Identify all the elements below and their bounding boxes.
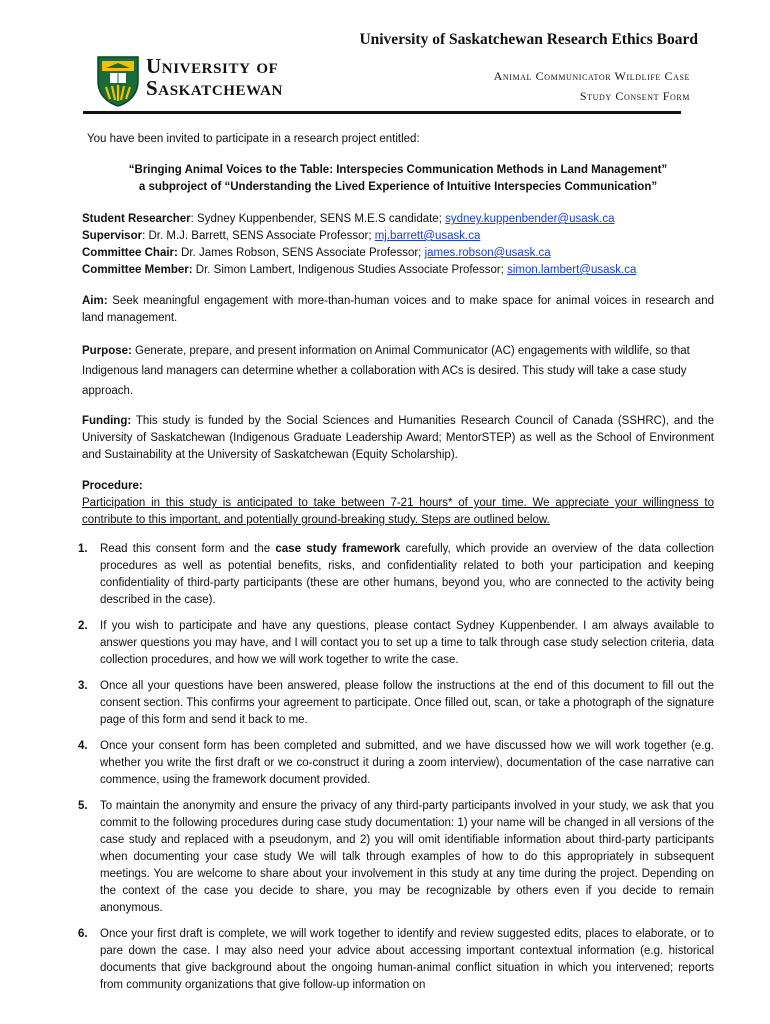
- procedure-step: [78, 678, 714, 729]
- procedure-step: [78, 541, 714, 609]
- email-link[interactable]: simon.lambert@usask.ca: [507, 264, 637, 276]
- procedure-steps: [78, 541, 714, 994]
- email-link[interactable]: james.robson@usask.ca: [424, 247, 551, 259]
- shield-icon: [96, 55, 140, 107]
- team-member-details: : Dr. M.J. Barrett, SENS Associate Professor;: [142, 230, 375, 242]
- step-text: If you wish to participate and have any questions, please contact Sydney Kuppenbender. I am always available to answer questions you may have, and I will contact you to set up a time to talk through case study selection criteria, data collection procedures, and how we will work together to write the case.: [100, 620, 714, 666]
- invitation-text: You have been invited to participate in a research project entitled:: [87, 133, 420, 145]
- team-member-row: [82, 211, 714, 228]
- university-logo-wordmark: [146, 55, 321, 99]
- purpose-section: [82, 341, 714, 401]
- purpose-text: Generate, prepare, and present information on Animal Communicator (AC) engagements with wildlife, so that Indigenous land managers can determine whether a collaboration with ACs is desired. This study will take a case study approach.: [82, 345, 690, 397]
- team-role-label: Committee Chair:: [82, 247, 178, 259]
- funding-text: This study is funded by the Social Sciences and Humanities Research Council of Canada (SSHRC), and the University of Saskatchewan (Indigenous Graduate Leadership Award; MentorSTEP) as well as the School of Environment and Sustainability at the University of Saskatchewan (Equity Scholarship).: [82, 415, 714, 461]
- step-text: Once your consent form has been completed and submitted, and we have discussed how we will work together (e.g. whether you write the first draft or we co-construct it during a zoom interview), documentation of the case narrative can commence, using the framework document provided.: [100, 740, 714, 786]
- email-link[interactable]: sydney.kuppenbender@usask.ca: [445, 213, 615, 225]
- step-number: 6.: [78, 928, 88, 940]
- project-title: [82, 162, 714, 196]
- research-team-list: [82, 211, 714, 279]
- form-title-line-1: Animal Communicator Wildlife Case: [493, 69, 690, 83]
- aim-text: Seek meaningful engagement with more-than-human voices and to make space for animal voices in research and land management.: [82, 295, 714, 324]
- form-title-line-2: Study Consent Form: [579, 89, 690, 103]
- step-text: Once all your questions have been answered, please follow the instructions at the end of this document to fill out the consent section. This confirms your agreement to participate. Once filled out, scan, or take a photograph of the signature page of this form and send it back to me.: [100, 680, 714, 726]
- procedure-step: [78, 926, 714, 994]
- team-member-row: [82, 228, 714, 245]
- team-role-label: Student Researcher: [82, 213, 191, 225]
- funding-section: [82, 413, 714, 464]
- purpose-label: Purpose:: [82, 345, 132, 357]
- step-number: 1.: [78, 543, 88, 555]
- document-body: [78, 131, 714, 1003]
- team-member-row: [82, 262, 714, 279]
- team-role-label: Committee Member:: [82, 264, 193, 276]
- team-member-details: Dr. James Robson, SENS Associate Professor;: [177, 247, 425, 259]
- step-number: 3.: [78, 680, 88, 692]
- aim-section: [82, 293, 714, 327]
- step-text: Once your first draft is complete, we will work together to identify and review suggested edits, places to elaborate, or to pare down the case. I may also need your advice about accessing important contextual information (e.g. historical documents that give background about the ongoing human-animal conflict situation in which you intervened; reports from community organizations that give follow-up information on: [100, 928, 714, 991]
- step-emphasis: case study framework: [275, 543, 401, 555]
- project-title-line-2: a subproject of “Understanding the Lived Experience of Intuitive Interspecies Communication”: [138, 181, 658, 193]
- team-member-details: : Sydney Kuppenbender, SENS M.E.S candidate;: [190, 213, 446, 225]
- procedure-intro: Participation in this study is anticipated to take between 7-21 hours* of your time. We appreciate your willingness to contribute to this important, and potentially ground-breaking study. Steps are outlined below.: [82, 497, 714, 526]
- step-text-cont: carefully, which provide an overview of the data collection procedures as well as potential benefits, risks, and confidentiality related to both your participation and keeping confidentiality of third-party participants (these are other humans, beyond you, who are connected to the activity being described in the case).: [100, 543, 714, 606]
- step-number: 4.: [78, 740, 88, 752]
- team-member-row: [82, 245, 714, 262]
- step-number: 5.: [78, 800, 88, 812]
- header-divider: [83, 111, 681, 114]
- project-title-line-1: “Bringing Animal Voices to the Table: Interspecies Communication Methods in Land Management”: [128, 164, 668, 176]
- funding-label: Funding:: [82, 415, 132, 427]
- step-number: 2.: [78, 620, 88, 632]
- email-link[interactable]: mj.barrett@usask.ca: [374, 230, 481, 242]
- step-text: Read this consent form and the: [100, 543, 276, 555]
- logo-line-2: Saskatchewan: [146, 76, 283, 100]
- procedure-step: [78, 798, 714, 917]
- university-shield-logo: [96, 55, 140, 107]
- ethics-board-title: University of Saskatchewan Research Ethics Board: [359, 31, 698, 48]
- procedure-step: [78, 618, 714, 669]
- team-member-details: Dr. Simon Lambert, Indigenous Studies Associate Professor;: [192, 264, 508, 276]
- team-role-label: Supervisor: [82, 230, 143, 242]
- form-title: [360, 66, 690, 106]
- procedure-step: [78, 738, 714, 789]
- procedure-heading: Procedure:: [82, 480, 143, 492]
- aim-label: Aim:: [82, 295, 108, 307]
- step-text: To maintain the anonymity and ensure the privacy of any third-party participants involved in your study, we ask that you commit to the following procedures during case study documentation: 1) your name will be changed in all versions of the case study and replaced with a pseudonym, and 2) you will omit identifiable information about third-party participants when documenting your case study We will talk through examples of how to do this appropriately in subsequent meetings. You are welcome to share about your involvement in this study at any time during the project. Depending on the context of the case you decide to share, you may be recognizable by others even if you decide to remain anonymous.: [100, 800, 714, 914]
- logo-line-1: University of: [146, 54, 279, 78]
